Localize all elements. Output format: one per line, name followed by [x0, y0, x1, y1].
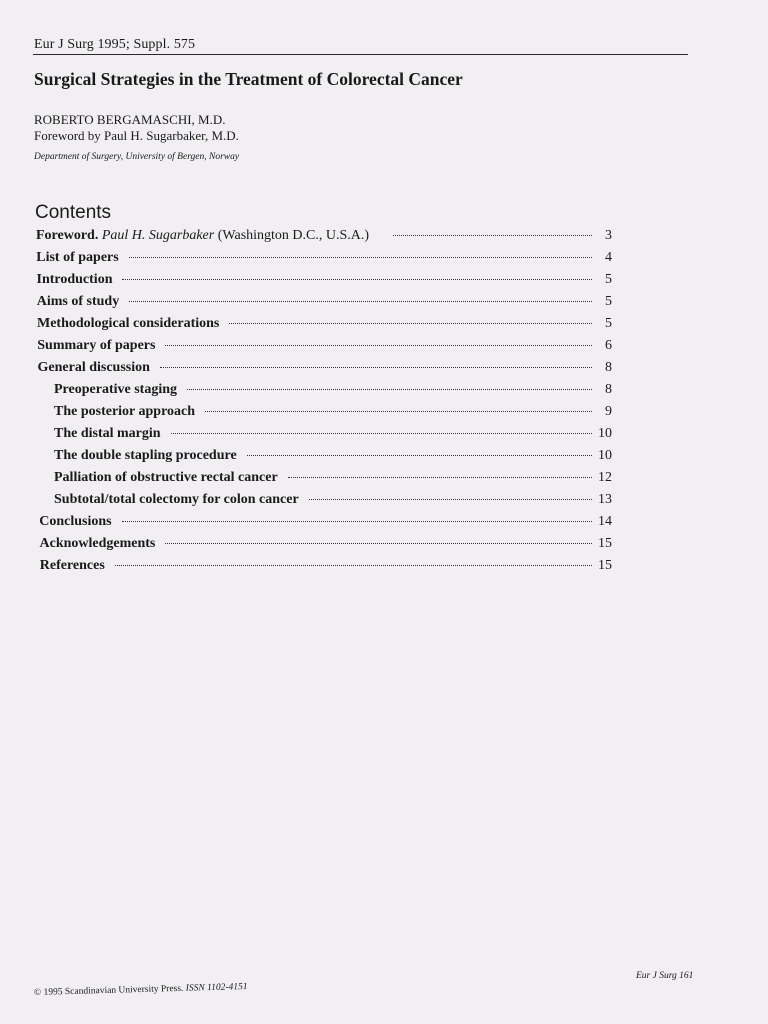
toc-entry-label: The distal margin — [54, 426, 161, 441]
toc-dot-leader — [129, 257, 592, 258]
toc-entry — [39, 514, 612, 534]
toc-entry — [54, 470, 612, 490]
toc-dot-leader — [247, 455, 592, 456]
copyright-text: © 1995 Scandinavian University Press. — [33, 983, 184, 998]
toc-entry — [40, 536, 613, 556]
toc-page-number: 3 — [605, 228, 612, 243]
toc-entry-label: References — [39, 558, 105, 573]
article-title: Surgical Strategies in the Treatment of Colorectal Cancer — [34, 69, 463, 89]
toc-dot-leader — [115, 565, 592, 566]
toc-entry — [38, 360, 613, 380]
toc-entry — [37, 294, 612, 314]
toc-entry-label: Subtotal/total colectomy for colon cancer — [54, 492, 299, 507]
toc-entry-label: Methodological considerations — [37, 316, 220, 331]
copyright-notice — [34, 982, 248, 998]
toc-entry-label: Summary of papers — [37, 338, 156, 353]
toc-page-number: 15 — [598, 536, 612, 551]
toc-entry-author: Paul H. Sugarbaker — [98, 228, 215, 243]
author-name: ROBERTO BERGAMASCHI, M.D. — [34, 112, 226, 127]
toc-entry-label: General discussion — [37, 360, 150, 375]
toc-entry-label: Preoperative staging — [54, 382, 177, 397]
toc-dot-leader — [229, 323, 592, 324]
toc-page-number: 10 — [598, 426, 612, 441]
toc-entry — [54, 382, 612, 402]
toc-entry-title — [37, 316, 219, 332]
toc-page-number: 4 — [605, 250, 612, 265]
toc-page-number: 13 — [598, 492, 612, 507]
toc-entry-label: Conclusions — [39, 514, 112, 529]
toc-page-number: 12 — [598, 470, 612, 485]
toc-entry-title — [36, 250, 118, 266]
header-rule — [33, 54, 688, 55]
toc-entry — [54, 492, 612, 512]
toc-dot-leader — [393, 235, 592, 236]
toc-entry-label: The posterior approach — [54, 404, 196, 419]
toc-page-number: 8 — [605, 360, 612, 375]
toc-entry-label: Palliation of obstructive rectal cancer — [54, 470, 278, 485]
toc-entry-title — [36, 228, 369, 244]
toc-entry-label: Aims of study — [36, 294, 120, 309]
toc-dot-leader — [129, 301, 592, 302]
toc-dot-leader — [288, 477, 592, 478]
toc-entry-title — [40, 558, 105, 574]
issn-number: ISSN 1102-4151 — [185, 982, 248, 994]
toc-entry — [37, 316, 612, 336]
toc-dot-leader — [160, 367, 592, 368]
footer-journal-page: Eur J Surg 161 — [636, 971, 694, 981]
contents-heading: Contents — [35, 202, 112, 223]
toc-dot-leader — [205, 411, 592, 412]
toc-entry-location: (Washington D.C., U.S.A.) — [214, 228, 370, 243]
toc-page-number: 5 — [605, 316, 612, 331]
toc-dot-leader — [165, 345, 592, 346]
toc-entry-label: Foreword. — [36, 228, 99, 243]
toc-entry-title — [54, 492, 299, 508]
toc-entry — [37, 272, 613, 292]
toc-page-number: 15 — [598, 558, 612, 573]
toc-entry — [54, 448, 612, 468]
toc-page-number: 5 — [605, 272, 612, 287]
foreword-author: Foreword by Paul H. Sugarbaker, M.D. — [34, 128, 239, 143]
toc-entry-label: List of papers — [36, 250, 119, 265]
toc-entry-title — [54, 382, 177, 398]
toc-entry-label: Acknowledgements — [39, 536, 156, 551]
toc-dot-leader — [165, 543, 592, 544]
toc-entry-title — [38, 360, 150, 376]
toc-entry-title — [37, 272, 113, 288]
toc-entry — [36, 250, 612, 270]
toc-entry-label: Introduction — [36, 272, 113, 287]
toc-entry — [54, 404, 612, 424]
toc-dot-leader — [309, 499, 592, 500]
toc-page-number: 6 — [605, 338, 612, 353]
toc-dot-leader — [171, 433, 592, 434]
toc-page-number: 5 — [605, 294, 612, 309]
toc-entry-title — [54, 448, 237, 464]
toc-page-number: 9 — [605, 404, 612, 419]
toc-entry — [36, 228, 612, 248]
toc-entry-title — [39, 514, 111, 530]
toc-entry — [40, 558, 612, 578]
journal-header: Eur J Surg 1995; Suppl. 575 — [34, 37, 196, 52]
toc-entry-title — [37, 338, 155, 354]
toc-entry-title — [54, 470, 278, 486]
toc-entry-title — [37, 294, 119, 310]
toc-entry — [54, 426, 612, 446]
toc-page-number: 14 — [598, 514, 612, 529]
toc-entry-title — [54, 404, 195, 420]
toc-dot-leader — [122, 279, 592, 280]
toc-entry-label: The double stapling procedure — [54, 448, 237, 463]
toc-dot-leader — [122, 521, 592, 522]
toc-page-number: 8 — [605, 382, 612, 397]
toc-page-number: 10 — [598, 448, 612, 463]
toc-dot-leader — [187, 389, 592, 390]
toc-entry — [37, 338, 612, 358]
toc-entry-title — [40, 536, 156, 552]
department-affiliation: Department of Surgery, University of Bergen, Norway — [34, 152, 240, 162]
toc-entry-title — [54, 426, 161, 442]
